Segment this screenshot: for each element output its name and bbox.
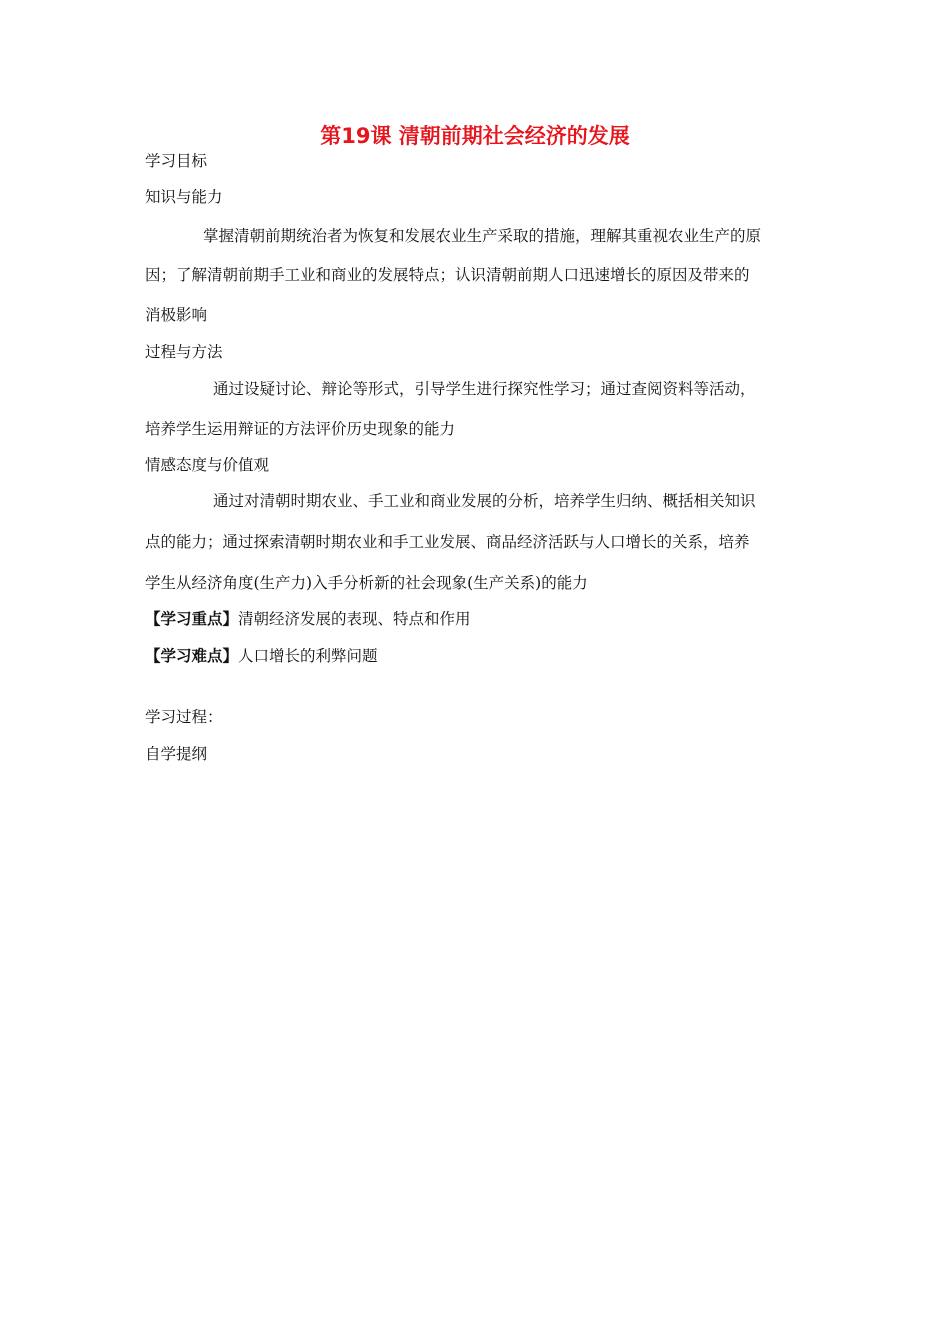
knowledge-line-2: 因；了解清朝前期手工业和商业的发展特点；认识清朝前期人口迅速增长的原因及带来的 <box>145 266 750 284</box>
learning-process-label: 学习过程： <box>145 708 223 726</box>
process-heading: 过程与方法 <box>145 343 223 361</box>
emotion-heading: 情感态度与价值观 <box>145 456 270 474</box>
self-study-outline-label: 自学提纲 <box>145 745 208 763</box>
knowledge-line-1: 掌握清朝前期统治者为恢复和发展农业生产采取的措施，理解其重视农业生产的原 <box>203 227 762 245</box>
difficulty-text: 人口增长的利弊问题 <box>238 647 378 665</box>
key-point-row <box>145 608 815 630</box>
difficulty-row <box>145 645 815 667</box>
emotion-line-2: 点的能力；通过探索清朝时期农业和手工业发展、商品经济活跃与人口增长的关系，培养 <box>145 533 750 551</box>
emotion-line-1: 通过对清朝时期农业、手工业和商业发展的分析，培养学生归纳、概括相关知识 <box>213 492 756 510</box>
process-line-2: 培养学生运用辩证的方法评价历史现象的能力 <box>145 420 456 438</box>
knowledge-heading: 知识与能力 <box>145 188 223 206</box>
objectives-heading: 学习目标 <box>145 152 208 170</box>
knowledge-line-3: 消极影响 <box>145 306 208 324</box>
emotion-line-3: 学生从经济角度(生产力)入手分析新的社会现象(生产关系)的能力 <box>145 574 588 592</box>
difficulty-label: 【学习难点】 <box>145 647 239 665</box>
key-point-text: 清朝经济发展的表现、特点和作用 <box>238 610 471 628</box>
page-title: 第19课 清朝前期社会经济的发展 <box>320 124 630 148</box>
process-line-1: 通过设疑讨论、辩论等形式，引导学生进行探究性学习；通过查阅资料等活动， <box>213 380 756 398</box>
key-point-label: 【学习重点】 <box>145 610 239 628</box>
